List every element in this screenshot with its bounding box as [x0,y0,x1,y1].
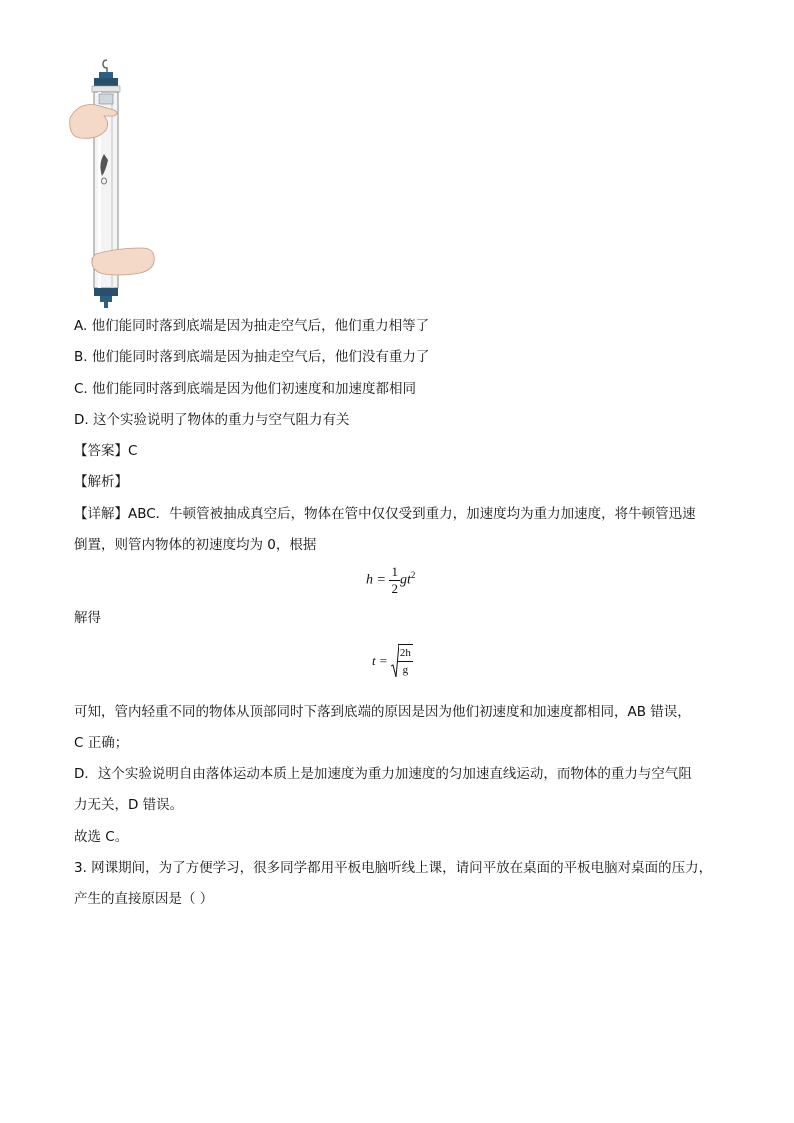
analysis-heading: 【解析】 [74,474,128,490]
question-3-line-1: 3. 网课期间，为了方便学习，很多同学都用平板电脑听线上课，请问平放在桌面的平板电脑对桌面的压力， [74,860,713,876]
conclusion-line-4: 力无关，D 错误。 [74,797,184,813]
formula-t: t = $\frac{2h}{g}$ [372,644,413,678]
conclusion-line-5: 故选 C。 [74,829,129,845]
conclusion-line-2: C 正确； [74,735,129,751]
question-3-line-2: 产生的直接原因是（ ） [74,891,214,907]
solve-label: 解得 [74,610,101,626]
formula-h: h = $\frac{1}{2}$ $gt^2$ [366,564,416,596]
conclusion-line-3: D．这个实验说明自由落体运动本质上是加速度为重力加速度的匀加速直线运动，而物体的重力与空气阻 [74,766,692,782]
newton-tube-illustration [66,58,162,310]
option-c: C. 他们能同时落到底端是因为他们初速度和加速度都相同 [74,381,417,397]
fraction-half: $\frac{1}{2}$ [391,564,398,596]
hook-icon [103,60,107,72]
option-d: D. 这个实验说明了物体的重力与空气阻力有关 [74,412,350,428]
detail-line-2: 倒置，则管内物体的初速度均为 0，根据 [74,537,317,553]
option-b: B. 他们能同时落到底端是因为抽走空气后，他们没有重力了 [74,349,430,365]
option-a: A. 他们能同时落到底端是因为抽走空气后，他们重力相等了 [74,318,430,334]
answer-line: 【答案】C [74,443,138,459]
conclusion-line-1: 可知，管内轻重不同的物体从顶部同时下落到底端的原因是因为他们初速度和加速度都相同，AB 错误， [74,704,691,720]
fraction-2h-g: $\frac{2h}{g}$ [398,644,413,678]
detail-line-1: 【详解】ABC．牛顿管被抽成真空后，物体在管中仅仅受到重力，加速度均为重力加速度，将牛顿管迅速 [74,506,696,522]
